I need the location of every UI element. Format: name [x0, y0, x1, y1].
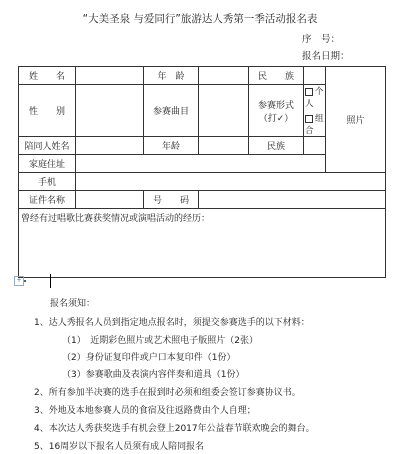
notice-item-4: 4、本次达人秀获奖选手有机会登上2017年公益春节联欢晚会的舞台。 — [34, 424, 315, 434]
address-label: 家庭住址 — [19, 155, 76, 173]
notice-heading: 报名须知： — [50, 299, 96, 309]
age-field[interactable] — [199, 67, 249, 85]
participation-form-label: 参赛形式 — [257, 100, 294, 111]
participation-form-hint: （打✓） — [258, 113, 294, 124]
option-group-label: 组合 — [305, 114, 324, 136]
notice-item-1: 1、达人秀报名人员到指定地点报名时，须提交参赛选手的以下材料： — [34, 318, 310, 328]
paragraph-anchor-icon[interactable]: + — [14, 276, 24, 286]
notice-item-3: 3、外地及本地参赛人员的食宿及往返路费由个人自理； — [34, 406, 256, 416]
phone-field[interactable] — [76, 173, 386, 191]
name-field[interactable] — [76, 67, 144, 85]
checkbox-icon[interactable] — [305, 115, 313, 123]
id-type-field[interactable] — [76, 191, 144, 209]
photo-cell[interactable] — [326, 67, 386, 173]
address-field[interactable] — [76, 155, 326, 173]
notice-sub-1: （1） 近期彩色照片或艺术照电子版照片（2张） — [62, 336, 258, 346]
option-group[interactable] — [305, 112, 324, 136]
companion-ethnicity-field[interactable] — [304, 137, 326, 155]
companion-age-field[interactable] — [199, 137, 249, 155]
form-label-cell — [249, 85, 304, 137]
form-options — [304, 85, 326, 137]
companion-name-field[interactable] — [76, 137, 144, 155]
signup-date-label: 报名日期： — [302, 51, 350, 62]
ethnicity-field[interactable] — [304, 67, 326, 85]
notice-item-5: 5、16周岁以下报名人员须有成人陪同报名 — [34, 442, 205, 452]
age-label: 年 龄 — [144, 67, 199, 85]
gender-field[interactable] — [76, 85, 144, 137]
notice-item-2: 2、所有参加半决赛的选手在报到时必须和组委会签订参赛协议书。 — [34, 388, 301, 398]
text-cursor — [50, 274, 51, 288]
phone-label: 手机 — [19, 173, 76, 191]
companion-age-label: 年龄 — [144, 137, 199, 155]
companion-ethnicity-label: 民族 — [249, 137, 304, 155]
id-number-label: 号 码 — [144, 191, 199, 209]
form-title: “大美圣泉 与爱同行”旅游达人秀第一季活动报名表 — [82, 13, 318, 25]
name-label: 姓 名 — [19, 67, 76, 85]
song-field[interactable] — [199, 85, 249, 137]
serial-number-label: 序 号： — [302, 34, 341, 45]
notice-sub-2: （2）身份证复印件或户口本复印件（1份） — [62, 353, 236, 363]
registration-table — [18, 66, 386, 278]
song-label: 参赛曲目 — [144, 85, 199, 137]
id-number-field[interactable] — [199, 191, 386, 209]
option-individual[interactable] — [305, 85, 324, 109]
gender-label: 性 别 — [19, 85, 76, 137]
checkbox-icon[interactable] — [305, 88, 313, 96]
ethnicity-label: 民 族 — [249, 67, 304, 85]
experience-field[interactable] — [19, 209, 386, 278]
id-type-label: 证件名称 — [19, 191, 76, 209]
notice-sub-3: （3）参赛歌曲及表演内容伴奏和道具（1份） — [62, 370, 245, 380]
paragraph-mark-icon — [24, 280, 26, 282]
photo-label: 照片 — [346, 116, 365, 126]
companion-name-label: 陪同人姓名 — [19, 137, 76, 155]
experience-label: 曾经有过唱歌比赛获奖情况或演唱活动的经历： — [21, 214, 211, 224]
option-individual-label: 个人 — [305, 87, 324, 109]
